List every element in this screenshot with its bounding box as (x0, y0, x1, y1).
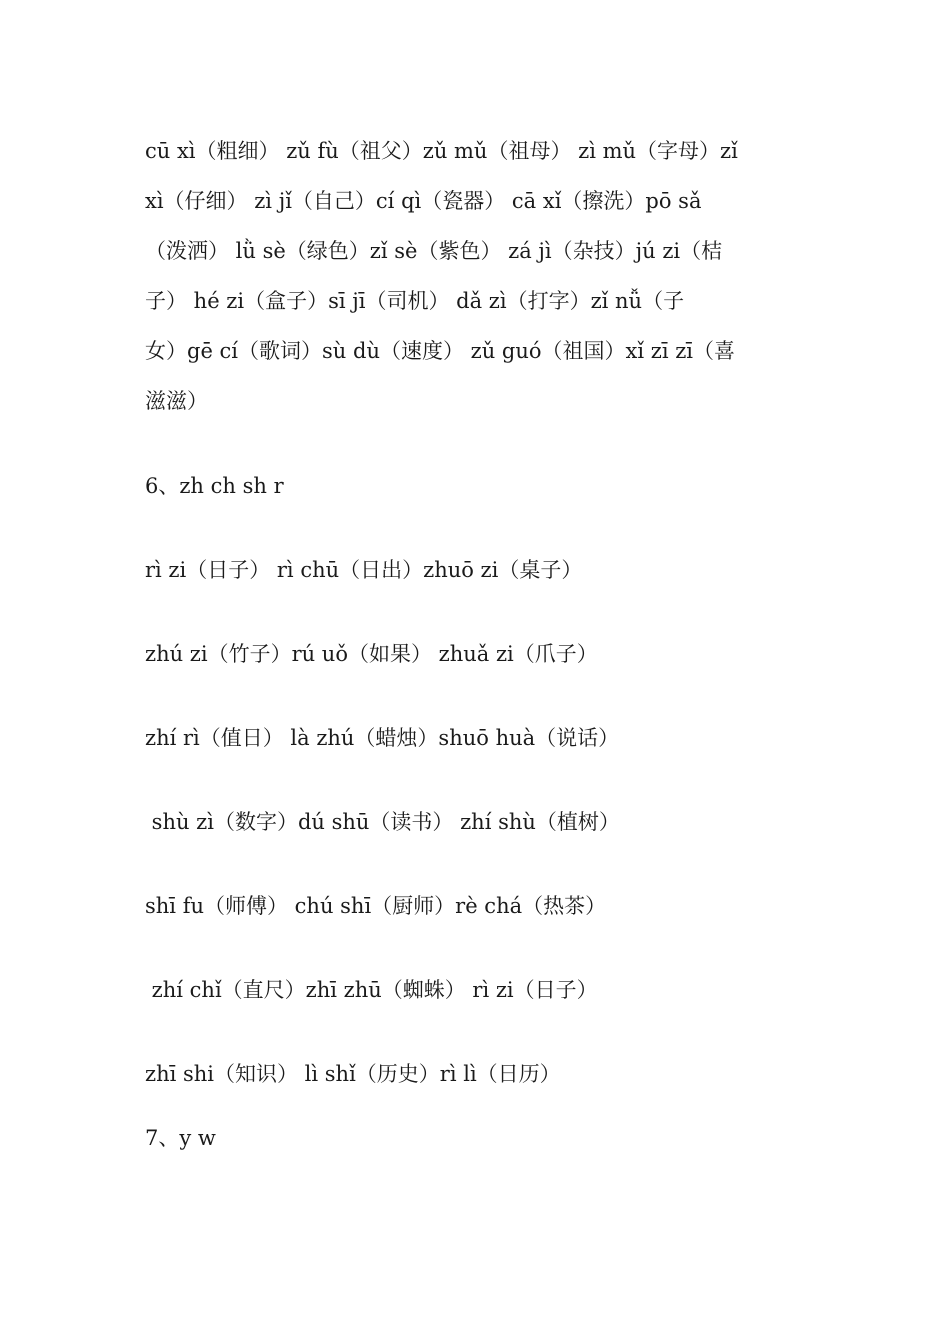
text-line: xì（仔细） zì jǐ（自己）cí qì（瓷器） cā xǐ（擦洗）pō sǎ (145, 189, 702, 213)
text-line: cū xì（粗细） zǔ fù（祖父）zǔ mǔ（祖母） zì mǔ（字母）zǐ (145, 139, 738, 163)
pinyin-line: shī fu（师傅） chú shī（厨师）rè chá（热茶） (145, 894, 607, 918)
pinyin-line: zhī shi（知识） lì shǐ（历史）rì lì（日历） (145, 1062, 561, 1086)
pinyin-line: zhí chǐ（直尺）zhī zhū（蜘蛛） rì zi（日子） (145, 978, 598, 1002)
text-line: （泼洒） lǜ sè（绿色）zǐ sè（紫色） zá jì（杂技）jú zi（桔 (145, 239, 723, 263)
pinyin-word-list-z-c-s (145, 126, 810, 426)
text-line: 女）gē cí（歌词）sù dù（速度） zǔ guó（祖国）xǐ zī zī（喜 (145, 339, 735, 363)
pinyin-line: zhí rì（值日） là zhú（蜡烛）shuō huà（说话） (145, 726, 620, 750)
pinyin-line: zhú zi（竹子）rú uǒ（如果） zhuǎ zi（爪子） (145, 642, 598, 666)
section-heading-y-w: 7、y w (145, 1126, 216, 1150)
text-line: 子） hé zi（盒子）sī jī（司机） dǎ zì（打字）zǐ nǚ（子 (145, 289, 685, 313)
text-line: 滋滋） (145, 389, 208, 413)
section-heading-zh-ch-sh-r: 6、zh ch sh r (145, 474, 284, 498)
pinyin-line: shù zì（数字）dú shū（读书） zhí shù（植树） (145, 810, 620, 834)
pinyin-line: rì zi（日子） rì chū（日出）zhuō zi（桌子） (145, 558, 583, 582)
